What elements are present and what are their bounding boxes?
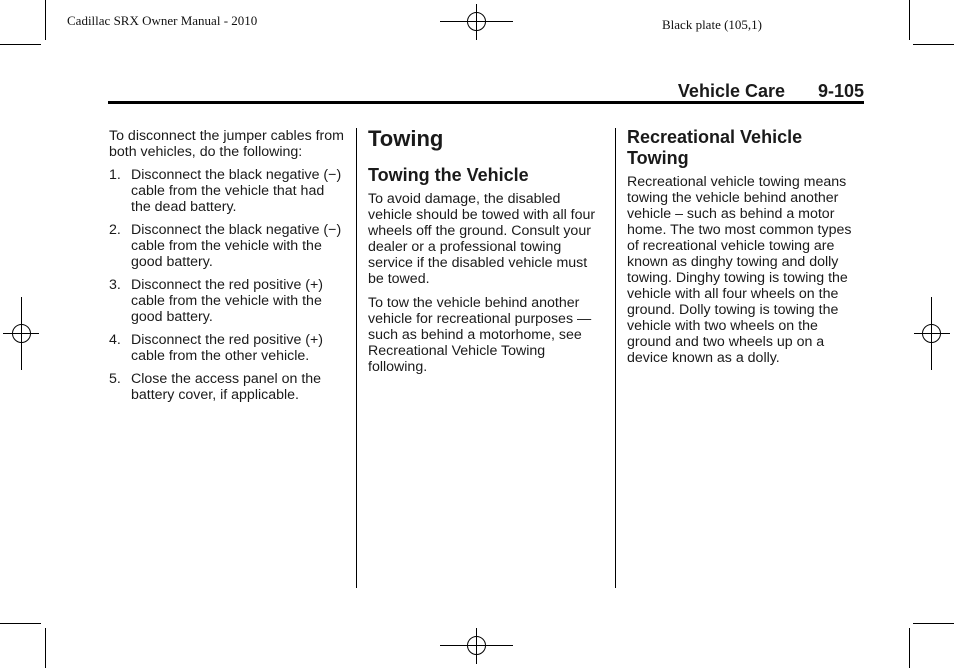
steps-list — [109, 167, 345, 403]
page-number: 9-105 — [817, 81, 864, 101]
header-rule — [108, 101, 864, 104]
intro-paragraph: To disconnect the jumper cables from both vehicles, do the following: — [109, 128, 344, 160]
plate-label: Black plate (105,1) — [662, 17, 762, 32]
list-item — [109, 371, 345, 403]
step-text: Disconnect the red positive (+) cable from the other vehicle. — [131, 332, 324, 364]
running-header — [108, 80, 864, 102]
towing-the-vehicle-heading: Towing the Vehicle — [368, 165, 529, 185]
step-number: 1. — [109, 167, 121, 183]
recreational-towing-heading: Recreational Vehicle Towing — [627, 127, 803, 168]
list-item — [109, 332, 345, 364]
list-item — [109, 222, 345, 270]
right-column — [627, 127, 863, 373]
towing-paragraph-2: To tow the vehicle behind another vehicle for recreational purposes — such as behind a motorhome, see Recreational Vehicle Towing following. — [368, 295, 592, 375]
list-item — [109, 277, 345, 325]
step-number: 5. — [109, 371, 121, 387]
step-text: Disconnect the black negative (−) cable from the vehicle that had the dead battery. — [131, 167, 342, 215]
recreational-towing-paragraph: Recreational vehicle towing means towing the vehicle behind another vehicle – such as behind a motor home. The two most common types of recreational vehicle towing are known as dinghy towing and dolly towing. Dinghy towing is towing the vehicle with all four wheels on the ground. Dolly towing is towing the vehicle with two wheels on the ground and two wheels up on a device known as a dolly. — [627, 174, 852, 366]
section-title: Vehicle Care — [677, 81, 785, 101]
step-text: Disconnect the black negative (−) cable from the vehicle with the good battery. — [131, 222, 342, 270]
step-number: 2. — [109, 222, 121, 238]
middle-column — [368, 127, 606, 382]
column-divider-1 — [356, 128, 357, 588]
step-text: Close the access panel on the battery cover, if applicable. — [131, 371, 322, 403]
step-text: Disconnect the red positive (+) cable from the vehicle with the good battery. — [131, 277, 324, 325]
manual-title: Cadillac SRX Owner Manual - 2010 — [67, 13, 258, 28]
list-item — [109, 167, 345, 215]
column-divider-2 — [615, 128, 616, 588]
left-column — [109, 128, 345, 410]
step-number: 4. — [109, 332, 121, 348]
towing-paragraph-1: To avoid damage, the disabled vehicle should be towed with all four wheels off the ground. Consult your dealer or a professional towing service if the disabled vehicle must be towed. — [368, 191, 596, 287]
towing-heading: Towing — [368, 126, 444, 151]
step-number: 3. — [109, 277, 121, 293]
